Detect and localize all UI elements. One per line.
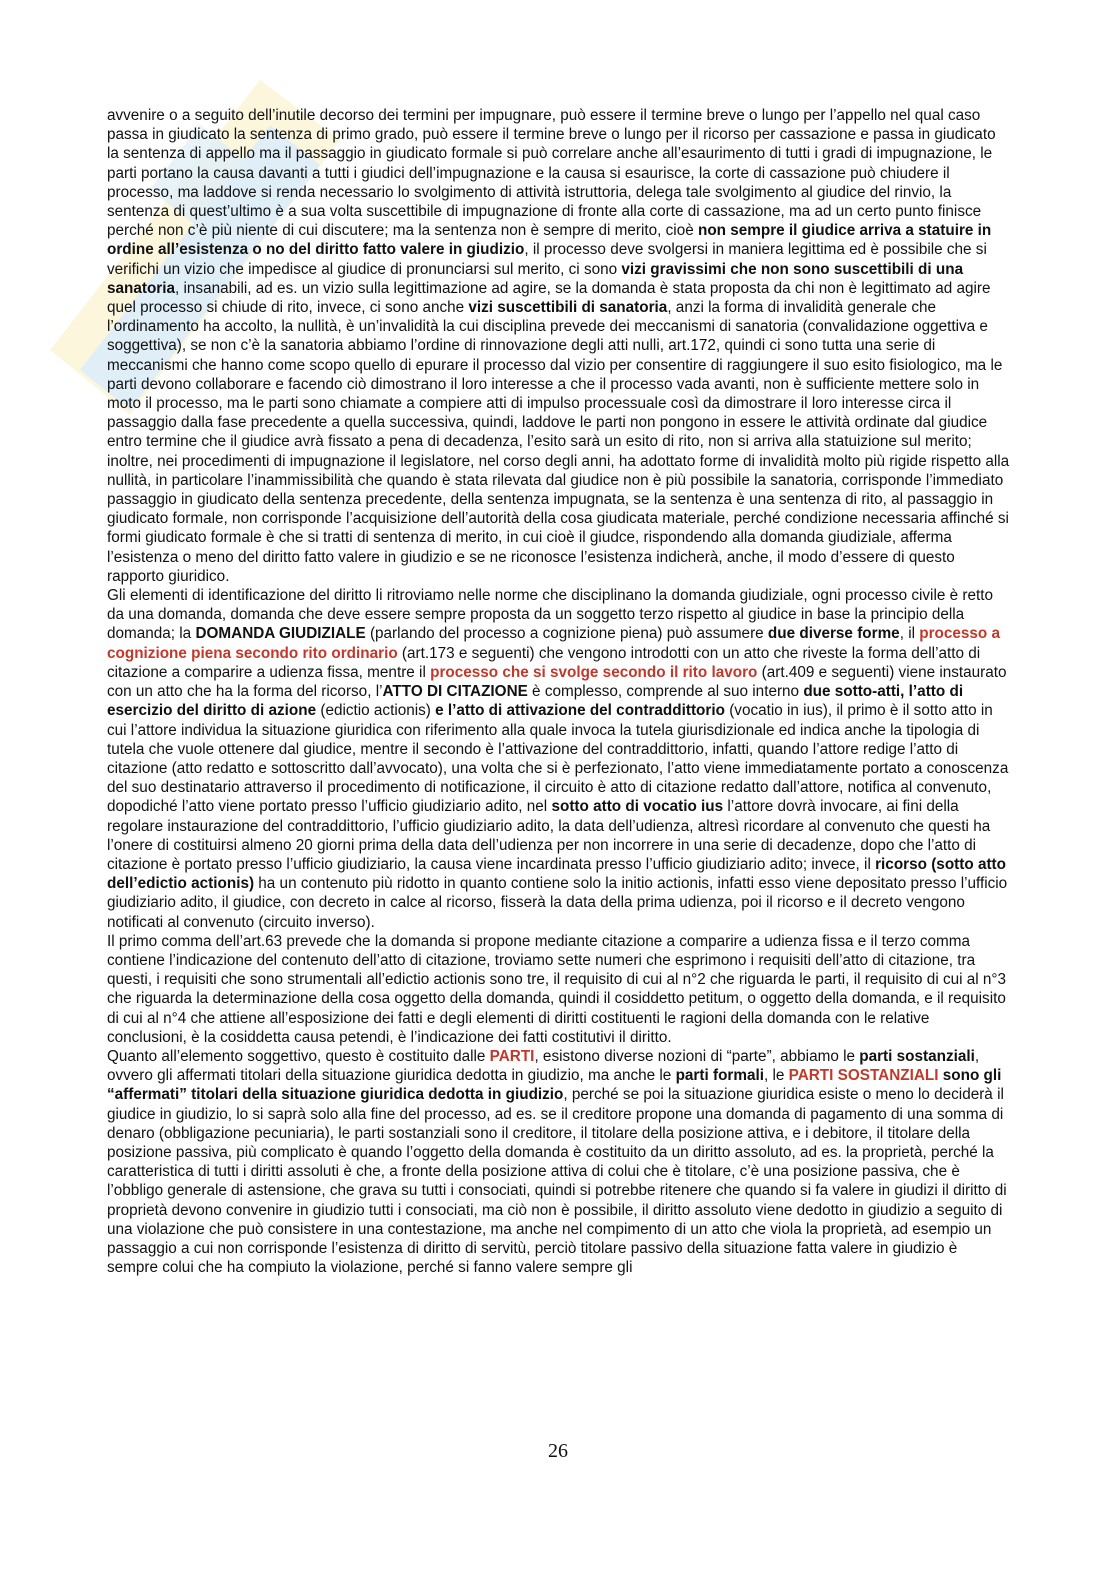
- text-run: , il processo deve svolgersi in maniera legittima ed è possibile che si verifichi un vizio che impedisce al giudice di pronunciarsi sul merito, ci sono: [107, 241, 987, 278]
- highlighted-term: processo che si svolge secondo il rito lavoro: [430, 663, 758, 681]
- bold-text: non sempre il giudice arriva a statuire in ordine all’esistenza o no del diritto fatto valere in giudizio: [107, 222, 992, 259]
- bold-text: due diverse forme: [767, 625, 900, 643]
- text-run: , anzi la forma di invalidità generale che l’ordinamento ha accolto, la nullità, è un’invalidità la cui disciplina prevede dei meccanismi di sanatoria (convalidazione oggettiva e soggettiva), se non c’è la sanatoria abbiamo l’ordine di rinnovazione degli atti nulli, art.172, quindi ci sono tutta una serie di meccanismi che hanno come scopo quello di epurare il processo dal vizio per consentire di raggiungere il suo esito fisiologico, ma le parti devono collaborare e facendo ciò dimostrano il loro interesse a che il processo vada avanti, non è sufficiente mettere solo in moto il processo, ma le parti sono chiamate a compiere atti di impulso processuale così da dimostrare il loro interesse circa il passaggio dalla fase precedente a quella successiva, quindi, laddove le parti non pongono in essere le attività ordinate dal giudice entro termine che il giudice avrà fissato a pena di decadenza, l’esito sarà un esito di rito, non si arriva alla statuizione sul merito; inoltre, nei procedimenti di impugnazione il legislatore, nel corso degli anni, ha adottato forme di invalidità molto più rigide rispetto alla nullità, in particolare l’inammissibilità che quando è stata rilevata dal giudice non è più possibile la sanatoria, corrisponde l’immediato passaggio in giudicato della sentenza precedente, della sentenza impugnata, se la sentenza è una sentenza di rito, al passaggio in giudicato formale, non corrisponde l’acquisizione dell’autorità della cosa giudicata materiale, perché condizione necessaria affinché si formi giudicato formale è che si tratti di sentenza di merito, in cui cioè il giudce, rispondendo alla domanda giudiziale, afferma l’esistenza o meno del diritto fatto valere in giudizio e se ne riconosce l’esistenza indicherà, anche, il modo d’essere di questo rapporto giuridico.: [107, 299, 1010, 585]
- bold-text: e l’atto di attivazione del contraddittorio: [435, 702, 725, 720]
- paragraph: [107, 106, 1011, 586]
- text-run: , ovvero gli affermati titolari della situazione giuridica dedotta in giudizio, ma anche le: [107, 1047, 980, 1085]
- page-number: 26: [548, 1440, 568, 1462]
- paragraph: [107, 1047, 1011, 1277]
- text-run: (edictio actionis): [316, 702, 436, 720]
- bold-text: sotto atto di vocatio ius: [551, 798, 724, 816]
- text-run: (parlando del processo a cognizione piena) può assumere: [365, 625, 768, 643]
- text-run: , il: [899, 625, 920, 643]
- paragraph: [107, 586, 1011, 932]
- bold-text: ATTO DI CITAZIONE: [382, 683, 528, 701]
- bold-text: DOMANDA GIUDIZIALE: [195, 625, 366, 643]
- bold-text: sono gli “affermati” titolari della situazione giuridica dedotta in giudizio: [107, 1067, 1002, 1104]
- text-run: Il primo comma dell’art.63 prevede che la domanda si propone mediante citazione a comparire a udienza fissa e il terzo comma contiene l’indicazione del contenuto dell’atto di citazione, troviamo sette numeri che esprimono i requisiti dell’atto di citazione, tra questi, i requisiti che sono strumentali all’edictio actionis sono tre, il requisito di cui al n°2 che riguarda le parti, il requisito di cui al n°3 che riguarda la determinazione della cosa oggetto della domanda, quindi il cosiddetto petitum, o oggetto della domanda, e il requisito di cui al n°4 che attiene all’esposizione dei fatti e degli elementi di diritti costituenti le ragioni della domanda con le relative conclusioni, è la cosiddetta causa petendi, è l’indicazione dei fatti costitutivi il diritto.: [107, 932, 1007, 1046]
- text-run: , le: [763, 1067, 789, 1085]
- text-run: , perché se poi la situazione giuridica esiste o meno lo deciderà il giudice in giudizio, lo si saprà solo alla fine del processo, ad es. se il creditore propone una domanda di pagamento di una somma di denaro (obbligazione pecuniaria), le parti sostanziali sono il creditore, il titolare della posizione attiva, e i debitore, il titolare della posizione passiva, più complicato è quando l’oggetto della domanda è costituito da un diritto assoluto, ad es. la proprietà, perché la caratteristica di tutti i diritti assoluti è che, a fronte della posizione attiva di colui che è titolare, c’è una posizione passiva, che è l’obbligo generale di astensione, che grava su tutti i consociati, quindi si potrebbe ritenere che quando si fa valere in giudizi il diritto di proprietà devono convenire in giudizio tutti i consociati, ma ciò non è possibile, il diritto assoluto viene dedotto in giudizio a seguito di una violazione che può consistere in una contestazione, ma anche nel compimento di un atto che viola la proprietà, ad esempio un passaggio a cui non corrisponde l’esistenza di diritto di servitù, perciò titolare passivo della situazione fatta valere in giudizio è sempre colui che ha compiuto la violazione, perché si fanno valere sempre gli: [107, 1086, 1007, 1277]
- text-run: , esistono diverse nozioni di “parte”, abbiamo le: [534, 1047, 860, 1065]
- highlighted-term: PARTI SOSTANZIALI: [788, 1067, 939, 1085]
- bold-text: parti sostanziali: [859, 1047, 975, 1065]
- text-run: avvenire o a seguito dell’inutile decorso dei termini per impugnare, può essere il termine breve o lungo per l’appello nel qual caso passa in giudicato la sentenza di primo grado, può essere il termine breve o lungo per il ricorso per cassazione e passa in giudicato la sentenza di appello ma il passaggio in giudicato formale si può correlare anche all’esaurimento di tutti i gradi di impugnazione, le parti portano la causa davanti a tutti i giudici dell’impugnazione e la causa si esaurisce, la corte di cassazione può chiudere il processo, ma laddove si renda necessario lo svolgimento di attività istruttoria, delega tale svolgimento al giudice del rinvio, la sentenza di quest’ultimo è a sua volta suscettibile di impugnazione di fronte alla corte di cassazione, ma ad un certo punto finisce perché non c’è più niente di cui discutere; ma la sentenza non è sempre di merito, cioè: [107, 107, 996, 240]
- text-run: (vocatio in ius), il primo è il sotto atto in cui l’attore individua la situazione giuridica con riferimento alla quale invoca la tutela giurisdizionale ed indica anche la tipologia di tutela che vuole ottenere dal giudice, mentre il secondo è l’attivazione del contraddittorio, infatti, quando l’attore redige l’atto di citazione (atto redatto e sottoscritto dall’avvocato), una volta che si è perfezionato, l’atto viene immediatamente portato a conoscenza del suo destinatario attraverso il procedimento di notificazione, il circuito è atto di citazione redatto dall’attore, notifica al convenuto, dopodiché l’atto viene portato presso l’ufficio giudiziario adito, nel: [107, 702, 1009, 816]
- bold-text: vizi suscettibili di sanatoria: [468, 299, 668, 317]
- highlighted-term: processo a cognizione piena secondo rito ordinario: [107, 625, 1001, 662]
- text-run: Quanto all’elemento soggettivo, questo è costituito dalle: [107, 1047, 490, 1065]
- text-run: (art.173 e seguenti) che vengono introdotti con un atto che riveste la forma dell’atto di citazione a comparire a udienza fissa, mentre il: [107, 644, 981, 681]
- document-body: [107, 106, 1011, 1277]
- bold-text: parti formali: [675, 1067, 764, 1085]
- text-run: Gli elementi di identificazione del diritto li ritroviamo nelle norme che disciplinano la domanda giudiziale, ogni processo civile è retto da una domanda, domanda che deve essere sempre proposta da un soggetto terzo rispetto al giudice in base la principio della domanda; la: [107, 587, 993, 643]
- text-run: l’attore dovrà invocare, ai fini della regolare instaurazione del contraddittorio, l’ufficio giudiziario adito, la data dell’udienza, altresì ricordare al convenuto che questi ha l’onere di costituirsi almeno 20 giorni prima della data dell’udienza per non incorrere in una serie di decadenze, dopo che l’atto di citazione è portato presso l’ufficio giudiziario, la causa viene incardinata presso l’ufficio giudiziario adito; invece, il: [107, 798, 991, 873]
- paragraph: [107, 932, 1011, 1047]
- bold-text: ricorso (sotto atto dell’edictio actionis): [107, 855, 1006, 893]
- bold-text: due sotto-atti, l’atto di esercizio del diritto di azione: [107, 683, 964, 720]
- highlighted-term: PARTI: [489, 1047, 535, 1065]
- text-run: (art.409 e seguenti) viene instaurato con un atto che ha la forma del ricorso, l’: [107, 663, 1007, 701]
- text-run: è complesso, comprende al suo interno: [527, 683, 804, 701]
- bold-text: vizi gravissimi che non sono suscettibili di una sanatoria: [107, 260, 964, 297]
- text-run: ha un contenuto più ridotto in quanto contiene solo la initio actionis, infatti esso viene depositato presso l’ufficio giudiziario adito, il giudice, con decreto in calce al ricorso, fisserà la data della prima udienza, poi il ricorso e il decreto vengono notificati al convenuto (circuito inverso).: [107, 875, 1008, 931]
- text-run: , insanabili, ad es. un vizio sulla legittimazione ad agire, se la domanda è stata proposta da chi non è legittimato ad agire quel processo si chiude di rito, invece, ci sono anche: [107, 279, 991, 317]
